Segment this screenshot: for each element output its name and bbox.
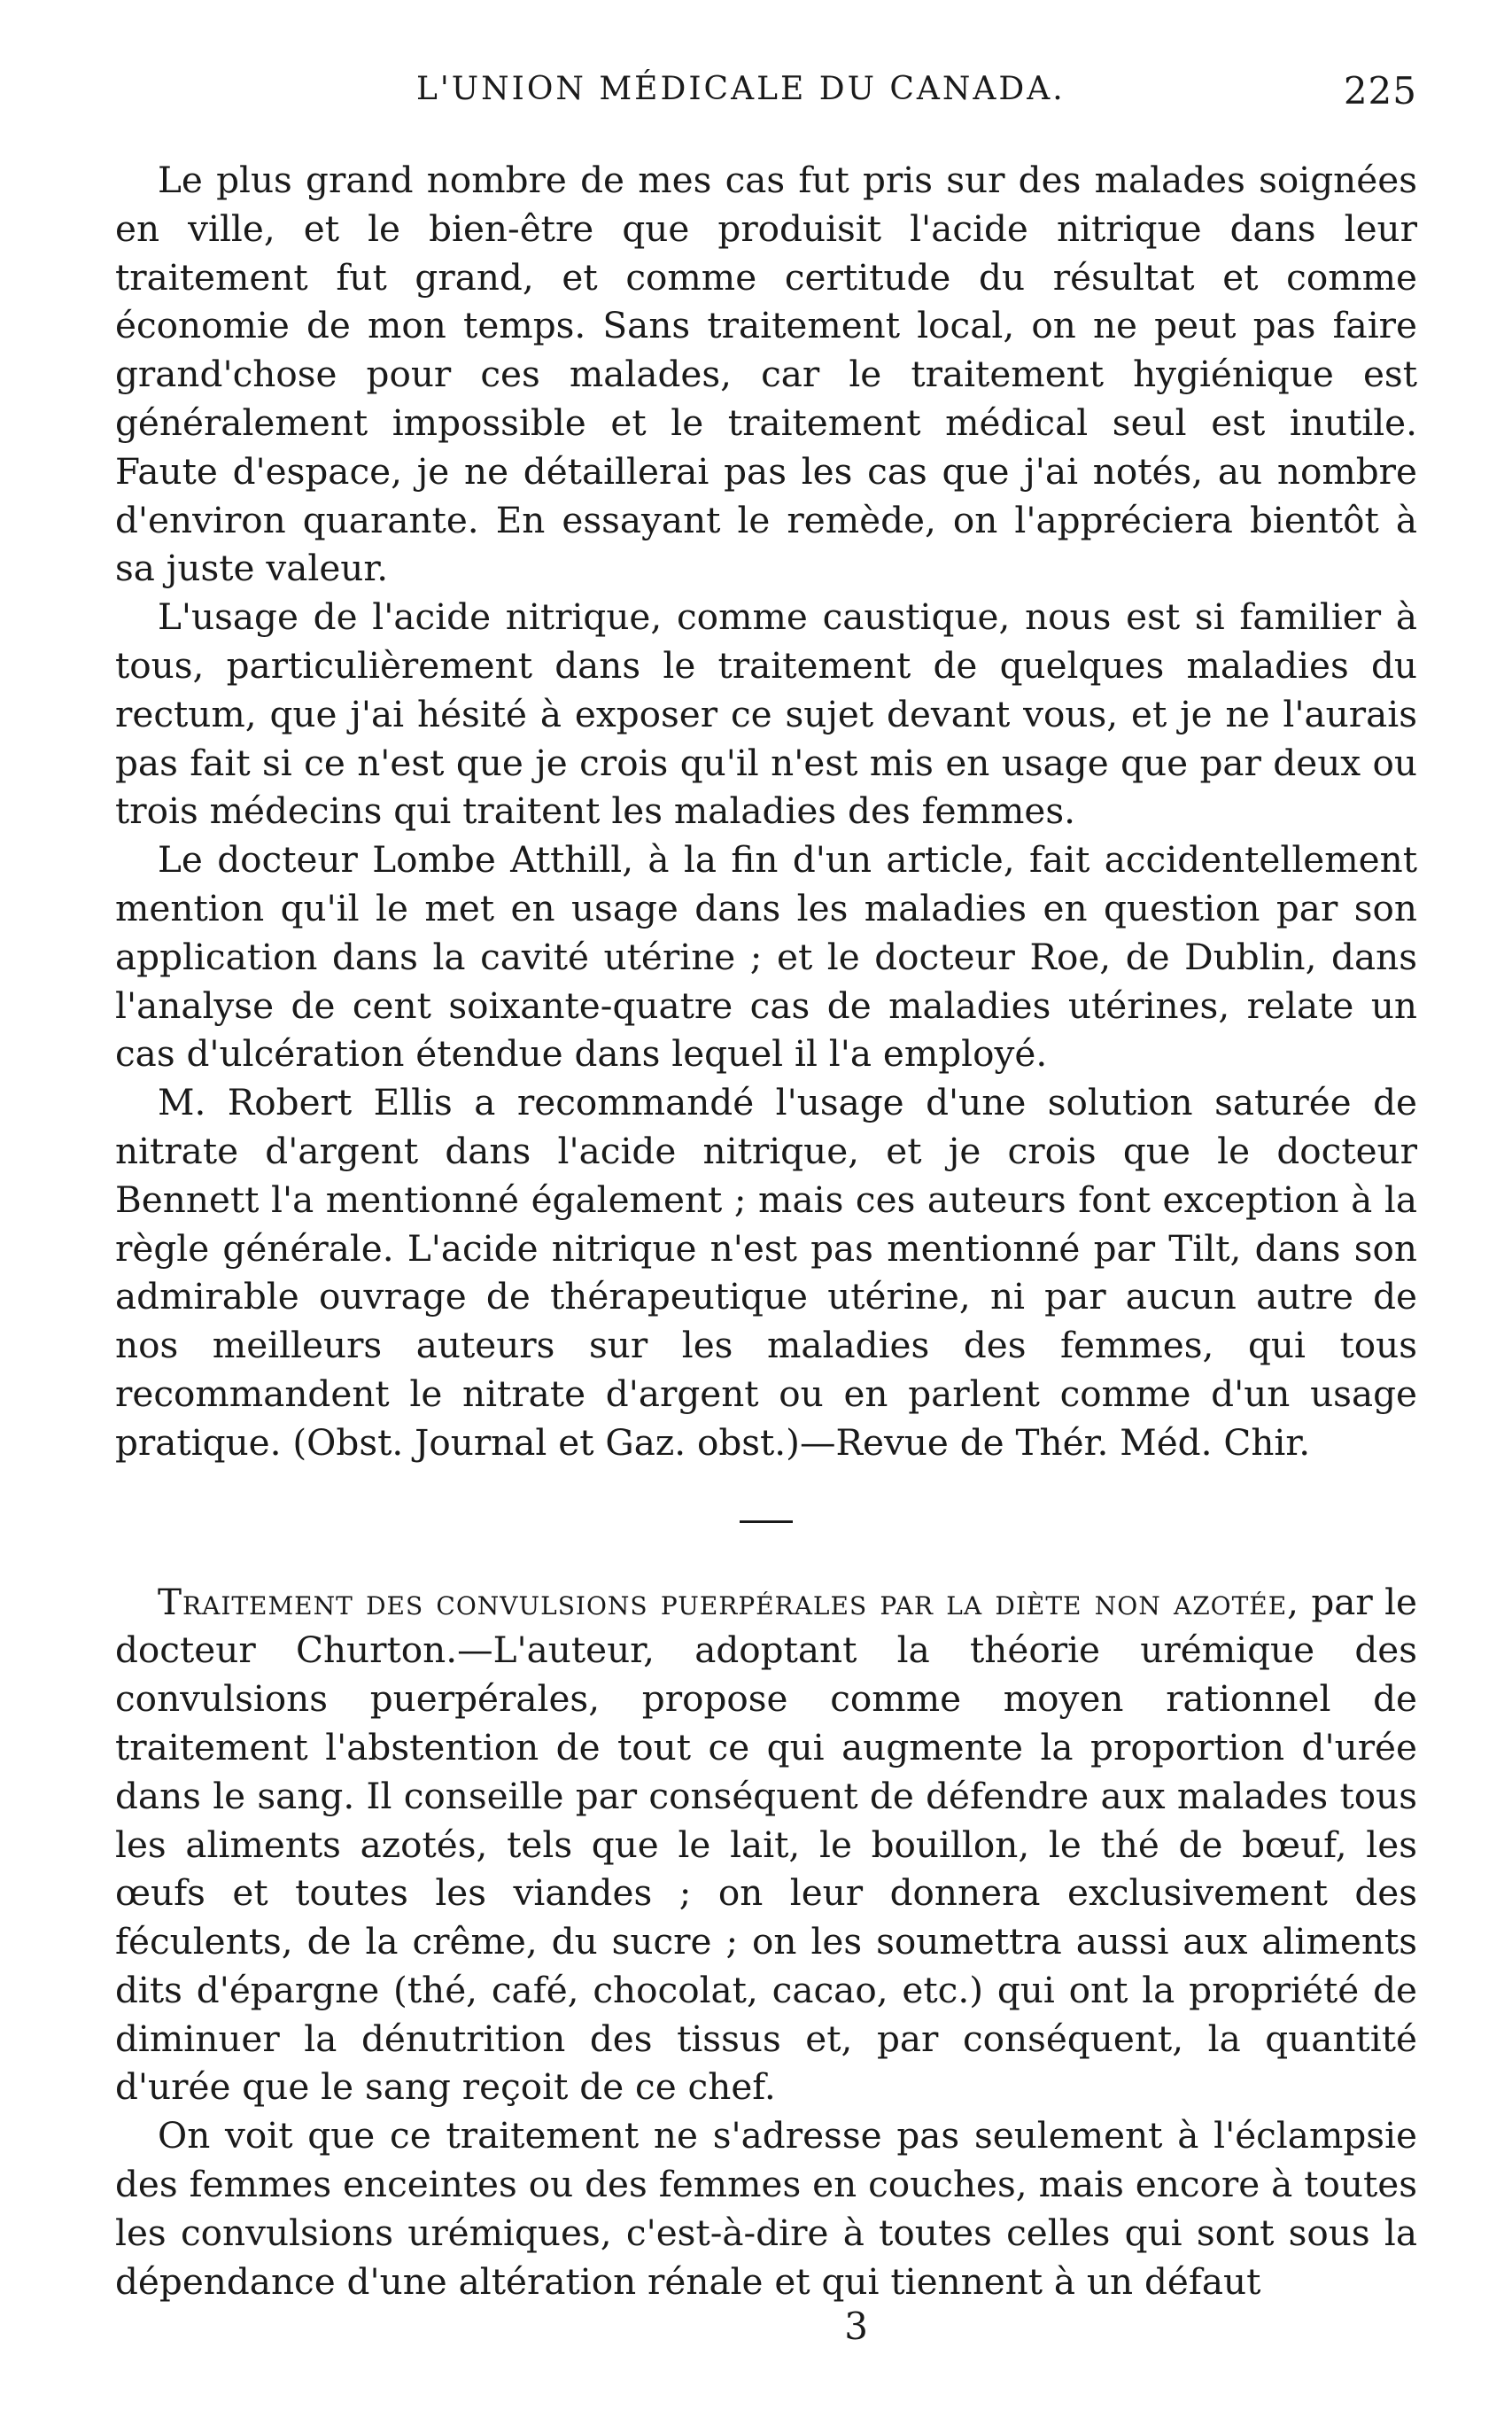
signature-mark: 3 bbox=[844, 2305, 868, 2349]
page-number: 225 bbox=[1343, 69, 1417, 113]
running-header bbox=[115, 62, 1417, 115]
running-title: L'UNION MÉDICALE DU CANADA. bbox=[416, 71, 1066, 107]
section-title: Traitement des convulsions puerpérales par la diète non azotée, bbox=[158, 1580, 1300, 1623]
article-puerperal-convulsions bbox=[115, 1578, 1417, 2306]
article-nitric-acid bbox=[115, 156, 1417, 1467]
section-intro: par le docteur Churton.—L'auteur, adoptant la théorie urémique des convulsions puerpérales, propose comme moyen rationnel de traitement l'abstention de tout ce qui augmente la proportion d'urée dans le sang. Il conseille par conséquent de défendre aux malades tous les aliments azotés, tels que le lait, le bouillon, le thé de bœuf, les œufs et toutes les viandes ; on leur donnera exclusivement des féculents, de la crême, du sucre ; on les soumettra aussi aux aliments dits d'épargne (thé, café, chocolat, cacao, etc.) qui ont la propriété de diminuer la dénutrition des tissus et, par conséquent, la quantité d'urée que le sang reçoit de ce chef. bbox=[115, 1580, 1417, 2109]
paragraph: Le plus grand nombre de mes cas fut pris sur des malades soignées en ville, et le bien-être que produisit l'acide nitrique dans leur traitement fut grand, et comme certitude du résultat et comme économie de mon temps. Sans traitement local, on ne peut pas faire grand'chose pour ces malades, car le traitement hygiénique est généralement impossible et le traitement médical seul est inutile. Faute d'espace, je ne détaillerai pas les cas que j'ai notés, au nombre d'environ quarante. En essayant le remède, on l'appréciera bientôt à sa juste valeur. bbox=[115, 159, 1417, 590]
paragraph: Le docteur Lombe Atthill, à la fin d'un article, fait accidentellement mention qu'il le met en usage dans les maladies en question par son application dans la cavité utérine ; et le docteur Roe, de Dublin, dans l'analyse de cent soixante-quatre cas de maladies utérines, relate un cas d'ulcération étendue dans lequel il l'a employé. bbox=[115, 838, 1417, 1076]
journal-page bbox=[115, 62, 1417, 2383]
paragraph: On voit que ce traitement ne s'adresse pas seulement à l'éclampsie des femmes enceintes ou des femmes en couches, mais encore à toutes les convulsions urémiques, c'est-à-dire à toutes celles qui sont sous la dépendance d'une altération rénale et qui tiennent à un défaut bbox=[115, 2114, 1417, 2303]
paragraph bbox=[115, 1578, 1417, 2112]
section-separator bbox=[740, 1520, 793, 1523]
paragraph: M. Robert Ellis a recommandé l'usage d'une solution saturée de nitrate d'argent dans l'acide nitrique, et je crois que le docteur Bennett l'a mentionné également ; mais ces auteurs font exception à la règle générale. L'acide nitrique n'est pas mentionné par Tilt, dans son admirable ouvrage de thérapeutique utérine, ni par aucun autre de nos meilleurs auteurs sur les maladies des femmes, qui tous recommandent le nitrate d'argent ou en parlent comme d'un usage pratique. (Obst. Journal et Gaz. obst.)—Revue de Thér. Méd. Chir. bbox=[115, 1081, 1417, 1464]
paragraph: L'usage de l'acide nitrique, comme caustique, nous est si familier à tous, particulièrement dans le traitement de quelques maladies du rectum, que j'ai hésité à exposer ce sujet devant vous, et je ne l'aurais pas fait si ce n'est que je crois qu'il n'est mis en usage que par deux ou trois médecins qui traitent les maladies des femmes. bbox=[115, 595, 1417, 833]
